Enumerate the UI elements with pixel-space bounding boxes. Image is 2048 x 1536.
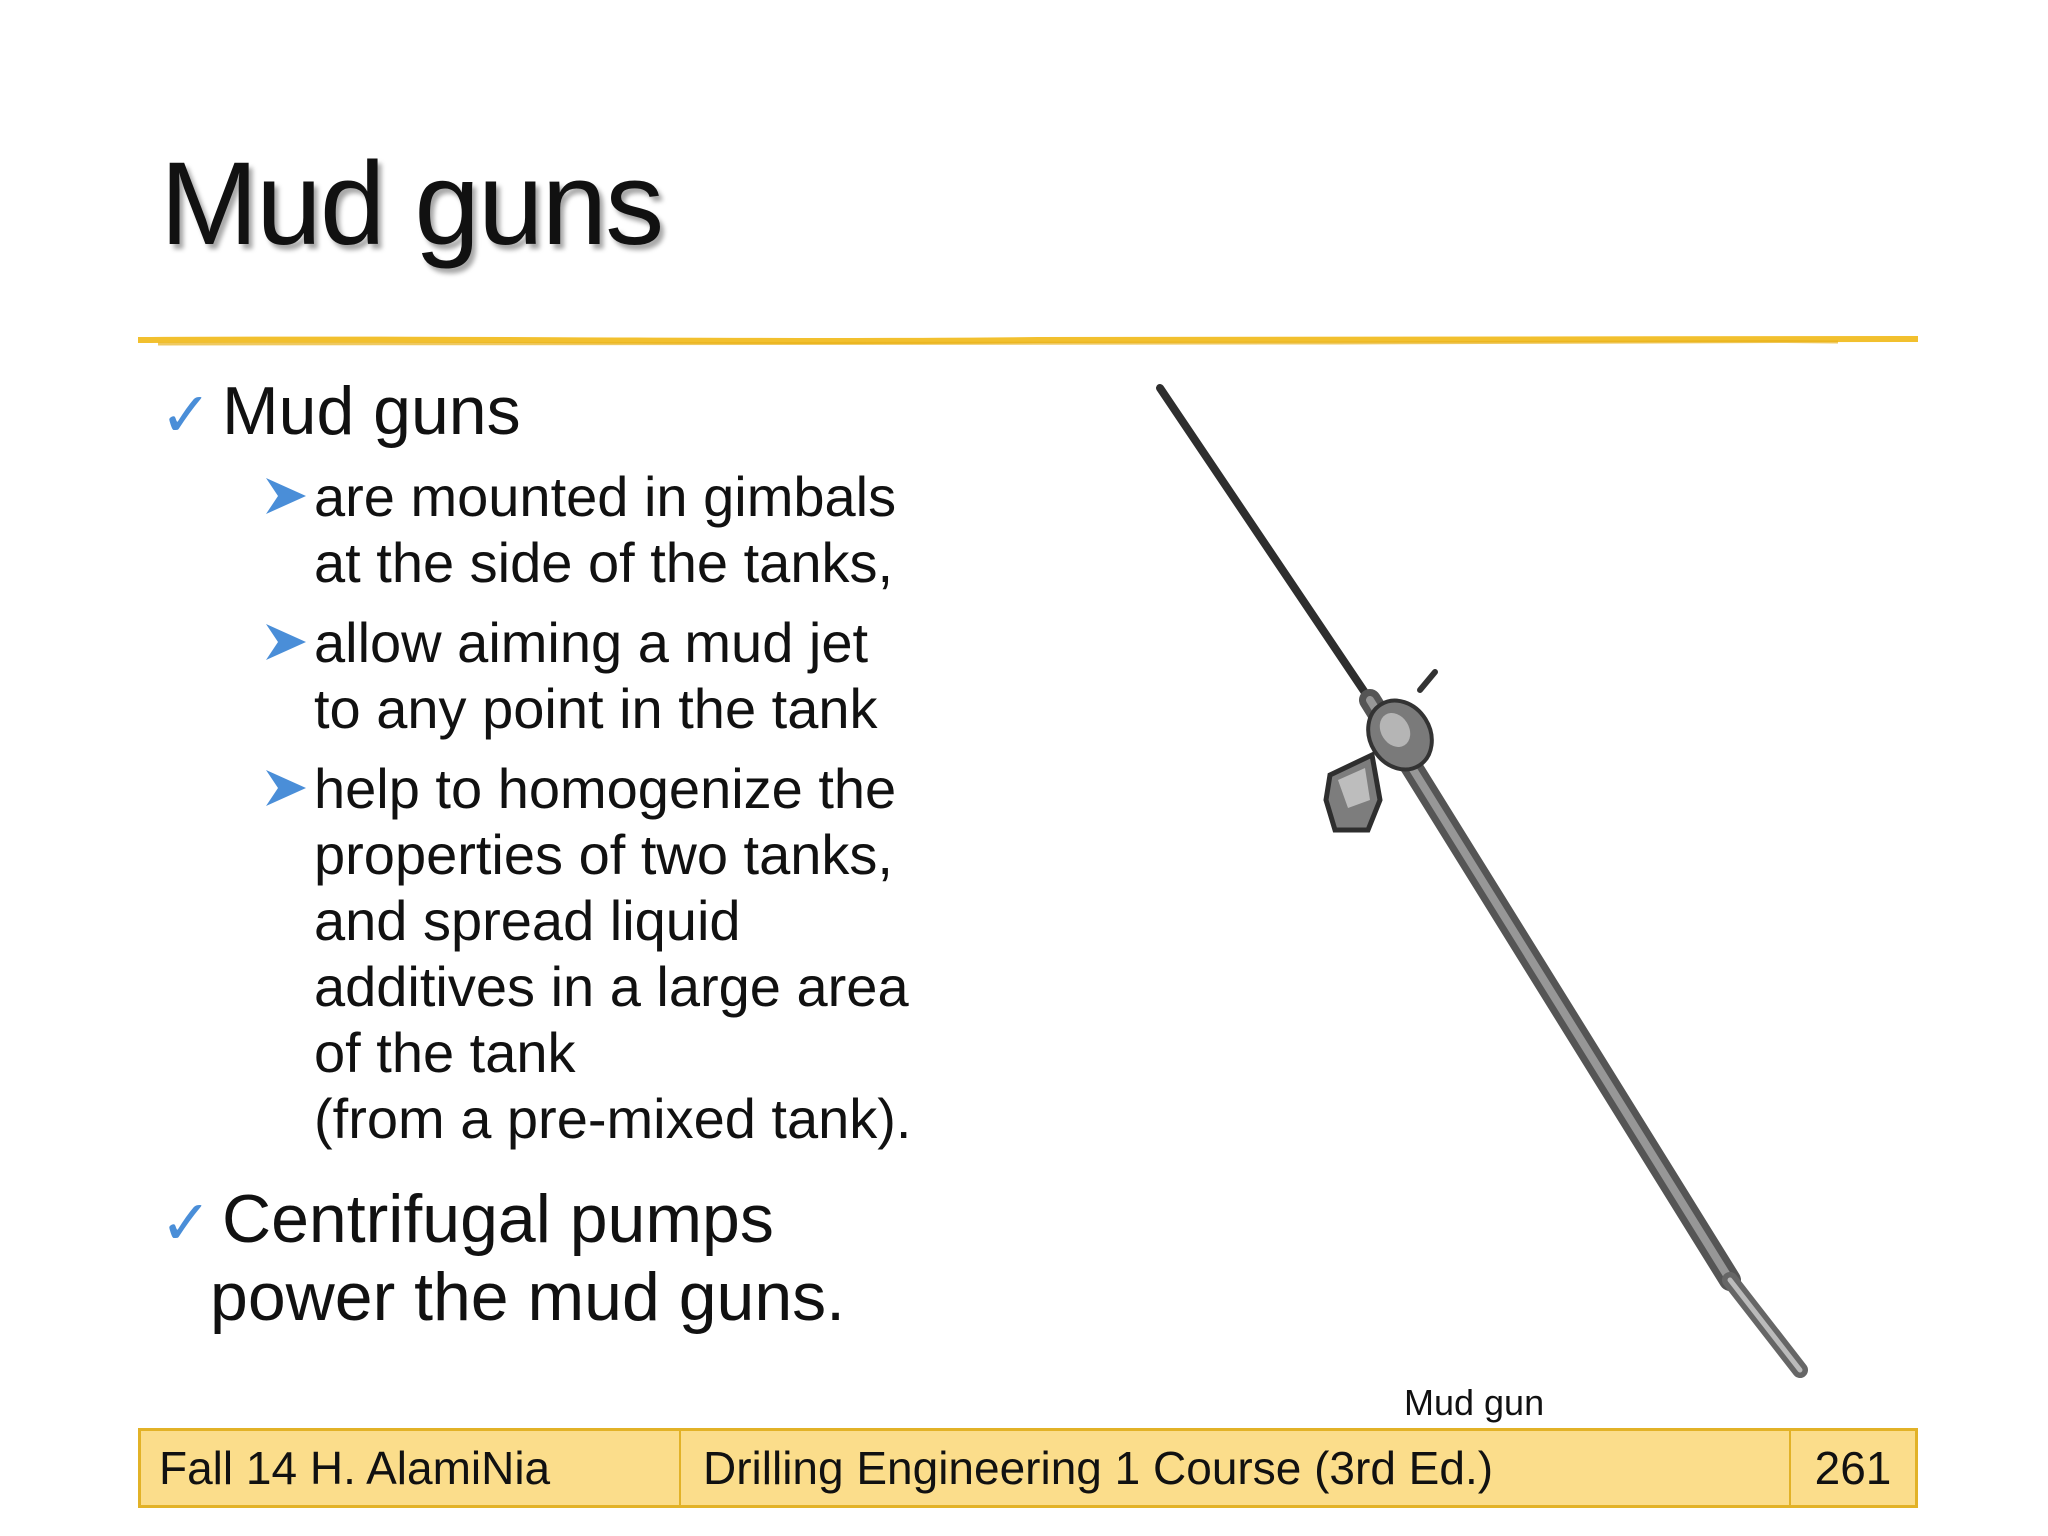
footer-bar: [138, 1428, 1918, 1508]
footer-course-title: Drilling Engineering 1 Course (3rd Ed.): [681, 1431, 1791, 1505]
sub-bullet-line: at the side of the tanks,: [314, 531, 894, 594]
bullet-text: Mud guns: [222, 373, 521, 449]
bullet-centrifugal-pumps: [160, 1180, 1040, 1336]
bullet-mud-guns: [160, 372, 1040, 450]
checkmark-icon: ✓: [160, 378, 212, 451]
sub-bullet-line: properties of two tanks,: [314, 823, 893, 886]
sub-bullet-line: and spread liquid: [314, 889, 741, 952]
figure-caption: Mud gun: [1404, 1382, 1545, 1423]
title-underline: [138, 332, 1918, 350]
slide-title: Mud guns: [160, 138, 663, 270]
sub-bullet-line: are mounted in gimbals: [314, 465, 897, 528]
mud-gun-image: [1090, 360, 1870, 1400]
sub-bullet-gimbals: [264, 464, 1040, 596]
sub-bullet-line: additives in a large area: [314, 955, 909, 1018]
sub-bullet-line: to any point in the tank: [314, 677, 878, 740]
arrow-bullet-icon: [264, 766, 308, 810]
page-number: 261: [1814, 1442, 1892, 1494]
arrow-bullet-icon: [264, 620, 308, 664]
sub-bullet-line: of the tank: [314, 1021, 576, 1084]
bullet-text-continued: power the mud guns.: [210, 1259, 846, 1335]
sub-bullet-line: allow aiming a mud jet: [314, 611, 869, 674]
bullet-content: [160, 372, 1040, 1336]
checkmark-icon: ✓: [160, 1186, 212, 1259]
bullet-text: Centrifugal pumps: [222, 1181, 774, 1257]
sub-bullet-aiming: [264, 610, 1040, 742]
arrow-bullet-icon: [264, 474, 308, 518]
sub-bullet-line: help to homogenize the: [314, 757, 897, 820]
sub-bullet-list: [264, 464, 1040, 1152]
footer-author: Fall 14 H. AlamiNia: [141, 1431, 681, 1505]
sub-bullet-line: (from a pre-mixed tank).: [314, 1087, 912, 1150]
sub-bullet-homogenize: [264, 756, 1040, 1152]
